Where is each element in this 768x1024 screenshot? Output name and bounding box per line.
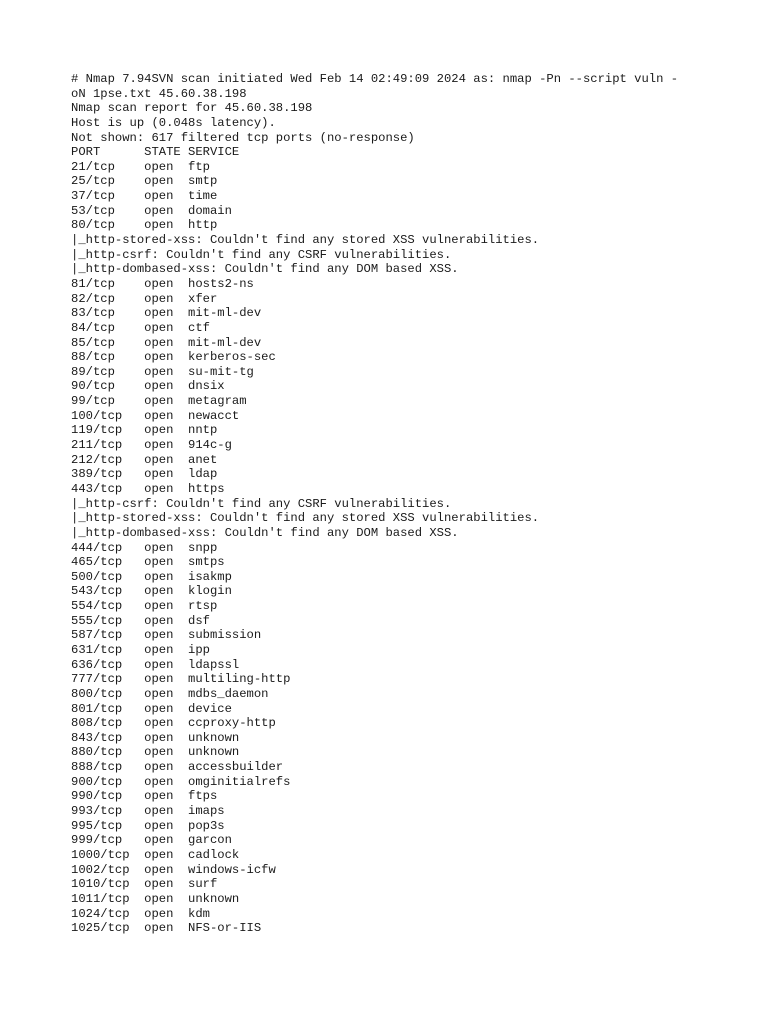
port-row: 880/tcp open unknown (71, 745, 240, 760)
port-row: 53/tcp open domain (71, 203, 232, 218)
port-row: 25/tcp open smtp (71, 174, 218, 189)
port-row: 1002/tcp open windows-icfw (71, 862, 276, 877)
script-result-line: |_http-dombased-xss: Couldn't find any DOM based XSS. (71, 525, 459, 540)
port-row: 843/tcp open unknown (71, 730, 240, 745)
port-row: 84/tcp open ctf (71, 320, 210, 335)
port-table-header: PORT STATE SERVICE (71, 145, 240, 160)
port-row: 389/tcp open ldap (71, 467, 218, 482)
port-row: 900/tcp open omginitialrefs (71, 774, 291, 789)
nmap-output-document (71, 72, 711, 936)
port-row: 1011/tcp open unknown (71, 891, 240, 906)
port-row: 990/tcp open ftps (71, 789, 218, 804)
port-row: 83/tcp open mit-ml-dev (71, 306, 262, 321)
port-row: 212/tcp open anet (71, 452, 218, 467)
port-row: 554/tcp open rtsp (71, 599, 218, 614)
port-row: 99/tcp open metagram (71, 394, 247, 409)
port-row: 89/tcp open su-mit-tg (71, 364, 254, 379)
not-shown-line: Not shown: 617 filtered tcp ports (no-response) (71, 130, 415, 145)
port-row: 1025/tcp open NFS-or-IIS (71, 921, 262, 936)
port-row: 100/tcp open newacct (71, 408, 240, 423)
port-row: 555/tcp open dsf (71, 613, 210, 628)
port-row: 587/tcp open submission (71, 628, 262, 643)
port-row: 443/tcp open https (71, 481, 225, 496)
port-row: 80/tcp open http (71, 218, 218, 233)
port-row: 995/tcp open pop3s (71, 818, 225, 833)
port-row: 444/tcp open snpp (71, 540, 218, 555)
port-row: 1024/tcp open kdm (71, 906, 210, 921)
script-result-line: |_http-dombased-xss: Couldn't find any DOM based XSS. (71, 262, 459, 277)
port-row: 1000/tcp open cadlock (71, 847, 240, 862)
port-row: 211/tcp open 914c-g (71, 438, 232, 453)
port-row: 37/tcp open time (71, 189, 218, 204)
port-row: 543/tcp open klogin (71, 584, 232, 599)
port-row: 85/tcp open mit-ml-dev (71, 335, 262, 350)
port-row: 1010/tcp open surf (71, 877, 218, 892)
port-row: 81/tcp open hosts2-ns (71, 276, 254, 291)
port-row: 808/tcp open ccproxy-http (71, 716, 276, 731)
port-row: 888/tcp open accessbuilder (71, 760, 284, 775)
script-result-line: |_http-stored-xss: Couldn't find any stored XSS vulnerabilities. (71, 233, 540, 248)
port-row: 631/tcp open ipp (71, 642, 210, 657)
port-row: 636/tcp open ldapssl (71, 657, 240, 672)
port-row: 993/tcp open imaps (71, 804, 225, 819)
port-row: 801/tcp open device (71, 701, 232, 716)
port-row: 500/tcp open isakmp (71, 569, 232, 584)
port-row: 777/tcp open multiling-http (71, 672, 291, 687)
scan-header-line: oN 1pse.txt 45.60.38.198 (71, 86, 247, 101)
port-row: 90/tcp open dnsix (71, 379, 225, 394)
port-row: 119/tcp open nntp (71, 423, 218, 438)
script-result-line: |_http-csrf: Couldn't find any CSRF vulnerabilities. (71, 496, 452, 511)
port-row: 800/tcp open mdbs_daemon (71, 686, 269, 701)
script-result-line: |_http-stored-xss: Couldn't find any stored XSS vulnerabilities. (71, 511, 540, 526)
host-status-line: Host is up (0.048s latency). (71, 115, 276, 130)
port-row: 999/tcp open garcon (71, 833, 232, 848)
script-result-line: |_http-csrf: Couldn't find any CSRF vulnerabilities. (71, 247, 452, 262)
port-row: 21/tcp open ftp (71, 159, 210, 174)
scan-report-line: Nmap scan report for 45.60.38.198 (71, 101, 313, 116)
scan-header-line: # Nmap 7.94SVN scan initiated Wed Feb 14 02:49:09 2024 as: nmap -Pn --script vuln - (71, 72, 679, 86)
port-row: 465/tcp open smtps (71, 555, 225, 570)
port-row: 88/tcp open kerberos-sec (71, 350, 276, 365)
port-row: 82/tcp open xfer (71, 291, 218, 306)
